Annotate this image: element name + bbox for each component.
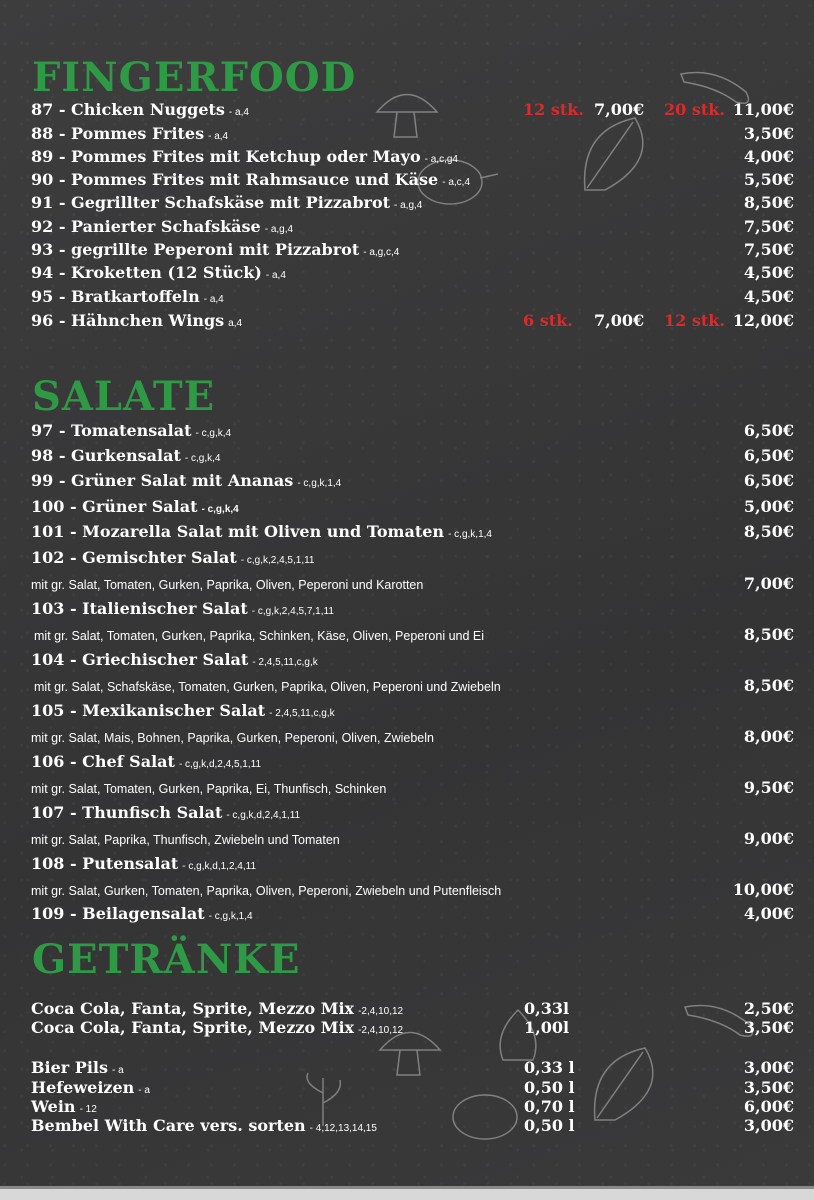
item-allergens: - 2,4,5,11,c,g,k bbox=[269, 708, 335, 719]
item-allergens: - c,g,k,4 bbox=[195, 428, 232, 439]
menu-item bbox=[31, 521, 794, 543]
item-allergens: - c,g,k,1,4 bbox=[208, 911, 253, 922]
drink-price: 6,00€ bbox=[743, 1097, 794, 1116]
menu-item bbox=[31, 99, 794, 121]
item-allergens: - c,g,k,4 bbox=[184, 453, 221, 464]
item-price: 5,50€ bbox=[743, 170, 794, 189]
item-description: mit gr. Salat, Gurken, Tomaten, Paprika, Oliven, Peperoni, Zwiebeln und Putenfleisch bbox=[31, 884, 502, 898]
menu-item bbox=[31, 853, 794, 899]
menu-item bbox=[31, 146, 794, 168]
menu-item bbox=[31, 239, 794, 261]
item-name: 105 - Mexikanischer Salat bbox=[31, 701, 266, 720]
item-name: 94 - Kroketten (12 Stück) bbox=[31, 263, 262, 282]
item-name: 103 - Italienischer Salat bbox=[31, 599, 248, 618]
menu-item bbox=[31, 598, 794, 644]
drink-price: 3,00€ bbox=[743, 1116, 794, 1135]
item-name: 89 - Pommes Frites mit Ketchup oder Mayo bbox=[31, 147, 421, 166]
drink-allergens: - a bbox=[111, 1065, 124, 1076]
item-price: 4,00€ bbox=[743, 147, 794, 166]
item-allergens: - a,g,4 bbox=[264, 224, 294, 235]
menu-item bbox=[31, 547, 794, 593]
item-name: 100 - Grüner Salat bbox=[31, 497, 198, 516]
item-allergens: - a,4 bbox=[208, 131, 229, 142]
item-price: 7,00€ bbox=[743, 574, 794, 593]
drink-allergens: -2,4,10,12 bbox=[358, 1025, 404, 1036]
menu-item bbox=[31, 123, 794, 145]
item-description: mit gr. Salat, Tomaten, Gurken, Paprika, Oliven, Peperoni und Karotten bbox=[31, 578, 424, 592]
drink-volume: 0,33l bbox=[524, 999, 570, 1018]
item-name: 95 - Bratkartoffeln bbox=[31, 287, 200, 306]
item-price: 9,00€ bbox=[743, 829, 794, 848]
item-description: mit gr. Salat, Tomaten, Gurken, Paprika, Ei, Thunfisch, Schinken bbox=[31, 782, 387, 796]
item-allergens: - c,g,k,d,2,4,5,1,11 bbox=[178, 759, 262, 770]
size-label: 12 stk. bbox=[523, 100, 584, 119]
item-description: mit gr. Salat, Mais, Bohnen, Paprika, Gurken, Peperoni, Oliven, Zwiebeln bbox=[31, 731, 434, 745]
menu-item bbox=[31, 310, 794, 332]
item-name: 106 - Chef Salat bbox=[31, 752, 175, 771]
item-allergens: - c,g,k,1,4 bbox=[448, 529, 492, 540]
drink-allergens: - 12 bbox=[79, 1104, 97, 1115]
item-price: 5,00€ bbox=[743, 497, 794, 516]
item-name: 87 - Chicken Nuggets bbox=[31, 100, 225, 119]
drink-price: 2,50€ bbox=[743, 999, 794, 1018]
item-allergens: - c,g,k,d,2,4,1,11 bbox=[226, 810, 301, 821]
menu-item bbox=[31, 445, 794, 467]
drink-item bbox=[31, 999, 794, 1019]
size-price: 7,00€ bbox=[594, 100, 645, 119]
section-title-fingerfood: FINGERFOOD bbox=[32, 54, 357, 101]
item-price: 11,00€ bbox=[732, 100, 794, 119]
menu-item bbox=[31, 496, 794, 518]
item-name: 101 - Mozarella Salat mit Oliven und Tomaten bbox=[31, 522, 445, 541]
item-allergens: - a,c,g4 bbox=[424, 154, 458, 165]
drink-volume: 1,00l bbox=[524, 1018, 570, 1037]
drink-item bbox=[31, 1078, 794, 1098]
drink-price: 3,00€ bbox=[743, 1058, 794, 1077]
item-name: 109 - Beilagensalat bbox=[31, 904, 205, 923]
item-name: 99 - Grüner Salat mit Ananas bbox=[31, 471, 294, 490]
item-price: 4,50€ bbox=[743, 263, 794, 282]
bottom-bar bbox=[0, 1186, 814, 1200]
item-price: 6,50€ bbox=[743, 471, 794, 490]
drink-name: Wein bbox=[31, 1097, 76, 1116]
item-allergens: - c,g,k,2,4,5,1,11 bbox=[240, 555, 315, 566]
item-name: 96 - Hähnchen Wings bbox=[31, 311, 225, 330]
menu-item bbox=[31, 903, 794, 925]
drink-item bbox=[31, 1018, 794, 1038]
item-description: mit gr. Salat, Schafskäse, Tomaten, Gurken, Paprika, Oliven, Peperoni und Zwiebeln bbox=[34, 680, 501, 694]
item-name: 102 - Gemischter Salat bbox=[31, 548, 237, 567]
menu-item bbox=[31, 262, 794, 284]
menu-item bbox=[31, 169, 794, 191]
item-price: 8,50€ bbox=[743, 522, 794, 541]
item-name: 88 - Pommes Frites bbox=[31, 124, 205, 143]
item-name: 92 - Panierter Schafskäse bbox=[31, 217, 261, 236]
drink-name: Coca Cola, Fanta, Sprite, Mezzo Mix bbox=[31, 1018, 355, 1037]
menu-item bbox=[31, 420, 794, 442]
item-price: 9,50€ bbox=[743, 778, 794, 797]
drink-item bbox=[31, 1097, 794, 1117]
item-description: mit gr. Salat, Paprika, Thunfisch, Zwiebeln und Tomaten bbox=[31, 833, 340, 847]
item-price: 4,50€ bbox=[743, 287, 794, 306]
drink-name: Hefeweizen bbox=[31, 1078, 135, 1097]
item-price: 8,50€ bbox=[743, 625, 794, 644]
drink-allergens: - a bbox=[138, 1085, 150, 1096]
item-name: 98 - Gurkensalat bbox=[31, 446, 181, 465]
menu-item bbox=[31, 192, 794, 214]
item-allergens: - c,g,k,4 bbox=[201, 504, 239, 515]
drink-volume: 0,33 l bbox=[524, 1058, 575, 1077]
menu-item bbox=[31, 700, 794, 746]
item-name: 97 - Tomatensalat bbox=[31, 421, 192, 440]
section-title-getraenke: GETRÄNKE bbox=[32, 936, 301, 983]
item-price: 8,50€ bbox=[743, 193, 794, 212]
item-price: 8,00€ bbox=[743, 727, 794, 746]
item-price: 6,50€ bbox=[743, 446, 794, 465]
item-name: 93 - gegrillte Peperoni mit Pizzabrot bbox=[31, 240, 360, 259]
item-allergens: - a,c,4 bbox=[442, 177, 471, 188]
item-name: 90 - Pommes Frites mit Rahmsauce und Käse bbox=[31, 170, 439, 189]
menu-item bbox=[31, 802, 794, 848]
item-name: 108 - Putensalat bbox=[31, 854, 179, 873]
drink-name: Coca Cola, Fanta, Sprite, Mezzo Mix bbox=[31, 999, 355, 1018]
item-price: 7,50€ bbox=[743, 217, 794, 236]
drink-volume: 0,50 l bbox=[524, 1116, 575, 1135]
drink-volume: 0,50 l bbox=[524, 1078, 575, 1097]
size-label: 12 stk. bbox=[664, 311, 725, 330]
item-allergens: - c,g,k,1,4 bbox=[297, 478, 342, 489]
item-allergens: - a,g,c,4 bbox=[363, 247, 400, 258]
drink-allergens: -2,4,10,12 bbox=[358, 1006, 404, 1017]
drink-item bbox=[31, 1116, 794, 1136]
item-price: 3,50€ bbox=[743, 124, 794, 143]
menu-item bbox=[31, 216, 794, 238]
item-name: 91 - Gegrillter Schafskäse mit Pizzabrot bbox=[31, 193, 391, 212]
item-price: 10,00€ bbox=[732, 880, 794, 899]
item-price: 6,50€ bbox=[743, 421, 794, 440]
menu-item bbox=[31, 649, 794, 695]
item-allergens: - a,g,4 bbox=[394, 200, 423, 211]
item-allergens: a,4 bbox=[228, 318, 243, 329]
item-name: 104 - Griechischer Salat bbox=[31, 650, 249, 669]
item-price: 4,00€ bbox=[743, 904, 794, 923]
item-allergens: - c,g,k,2,4,5,7,1,11 bbox=[251, 606, 334, 617]
size-label: 6 stk. bbox=[523, 311, 573, 330]
item-price: 7,50€ bbox=[743, 240, 794, 259]
item-price: 12,00€ bbox=[732, 311, 794, 330]
item-price: 8,50€ bbox=[743, 676, 794, 695]
item-description: mit gr. Salat, Tomaten, Gurken, Paprika, Schinken, Käse, Oliven, Peperoni und Ei bbox=[34, 629, 485, 643]
drink-item bbox=[31, 1058, 794, 1078]
item-allergens: - 2,4,5,11,c,g,k bbox=[252, 657, 318, 668]
section-title-salate: SALATE bbox=[32, 373, 216, 420]
drink-name: Bembel With Care vers. sorten bbox=[31, 1116, 306, 1135]
size-label: 20 stk. bbox=[664, 100, 725, 119]
item-name: 107 - Thunfisch Salat bbox=[31, 803, 223, 822]
item-allergens: - a,4 bbox=[228, 107, 249, 118]
item-allergens: - a,4 bbox=[203, 294, 224, 305]
drink-price: 3,50€ bbox=[743, 1078, 794, 1097]
item-allergens: - a,4 bbox=[265, 270, 286, 281]
item-allergens: - c,g,k,d,1,2,4,11 bbox=[182, 861, 257, 872]
menu-item bbox=[31, 751, 794, 797]
menu-item bbox=[31, 470, 794, 492]
menu-item bbox=[31, 286, 794, 308]
drink-volume: 0,70 l bbox=[524, 1097, 575, 1116]
drink-name: Bier Pils bbox=[31, 1058, 108, 1077]
drink-price: 3,50€ bbox=[743, 1018, 794, 1037]
size-price: 7,00€ bbox=[594, 311, 645, 330]
drink-allergens: - 4,12,13,14,15 bbox=[309, 1123, 377, 1134]
